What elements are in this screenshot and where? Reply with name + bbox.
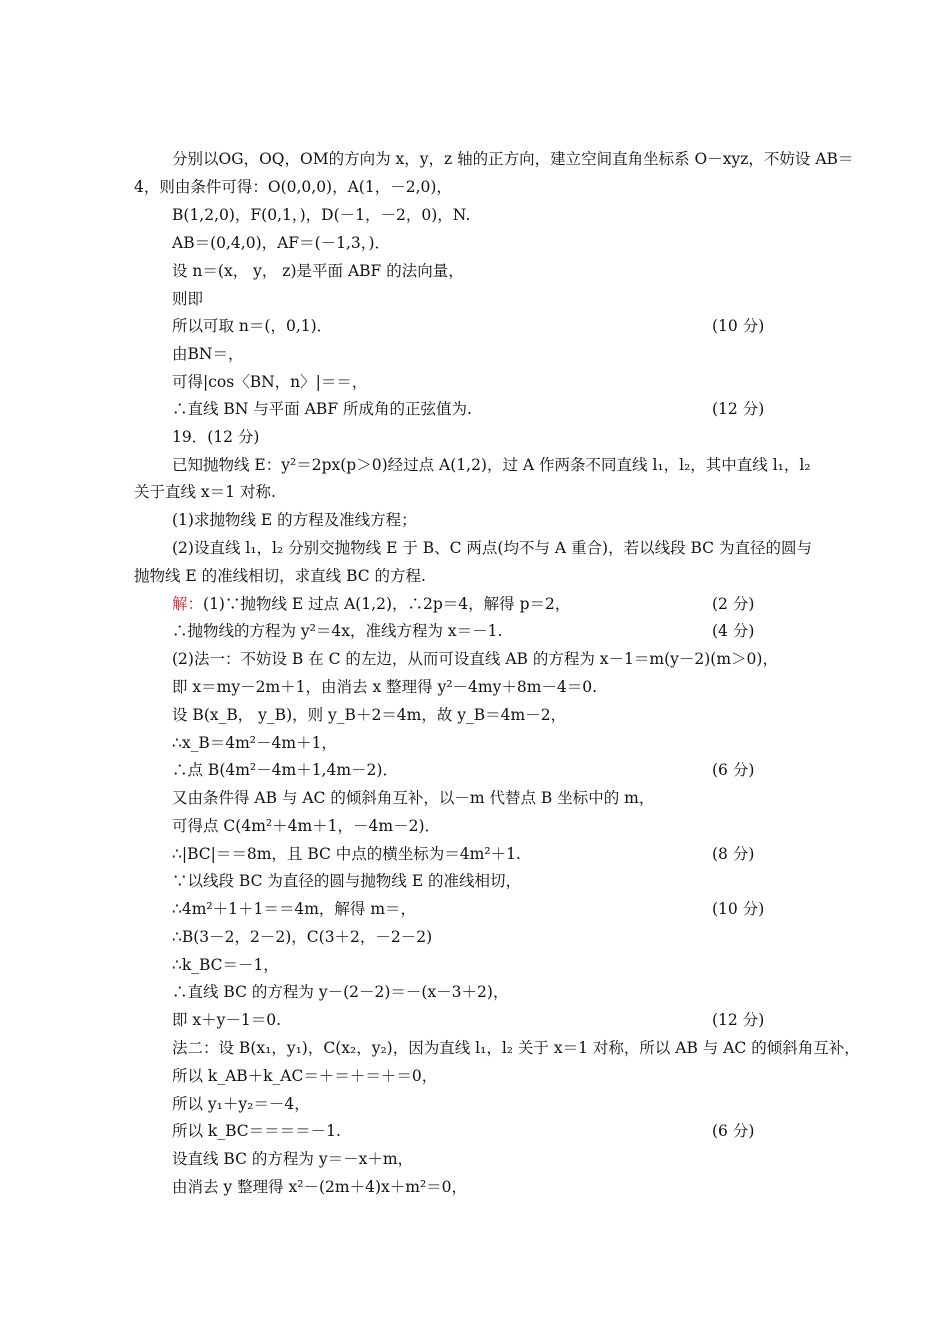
line-text: 19．(12 分) [172,428,260,446]
text-line-36 [172,1119,772,1143]
line-text: 法二：设 B(x₁，y₁)，C(x₂，y₂)，因为直线 l₁，l₂ 关于 x＝1 对称，所以 AB 与 AC 的倾斜角互补， [172,1039,860,1057]
text-line-4 [172,231,772,255]
text-line-23 [172,758,772,782]
line-text: 设 B(x_B， y_B)，则 y_B＋2＝4m，故 y_B＝4m－2， [172,706,567,724]
line-text: 所以 k_BC＝＝＝＝－1. [172,1122,341,1140]
text-line-18 [172,619,772,643]
text-line-10 [172,397,772,421]
line-text: ∴|BC|＝＝8m，且 BC 中点的横坐标为＝4m²＋1. [172,845,521,863]
text-line-5 [172,259,772,283]
score-marker: (4 分) [712,622,755,640]
line-text: 可得点 C(4m²＋4m＋1，－4m－2)． [172,817,440,835]
text-line-2 [134,175,734,199]
text-line-7 [172,314,772,338]
line-text: 设直线 BC 的方程为 y＝－x＋m， [172,1150,414,1168]
line-text: ∴直线 BN 与平面 ABF 所成角的正弦值为. [172,400,472,418]
text-line-27 [172,869,772,893]
solution-label: 解： [172,595,204,613]
line-text: 4，则由条件可得：O(0,0,0)，A(1，－2,0)， [134,178,452,196]
solution-line [172,592,772,616]
line-text: 所以可取 n＝(，0,1)． [172,317,333,335]
line-text: ∴4m²＋1＋1＝＝4m，解得 m＝， [172,900,417,918]
text-line-38 [172,1175,772,1199]
line-text: ∴k_BC＝－1， [172,956,279,974]
line-text: (2)法一：不妨设 B 在 C 的左边，从而可设直线 AB 的方程为 x－1＝m(y－2)(m＞0)， [172,650,778,668]
text-line-12 [172,453,811,477]
text-line-3 [172,203,772,227]
text-line-6 [172,287,772,311]
score-marker: (8 分) [712,845,755,863]
text-line-31 [172,980,772,1004]
score-marker: (12 分) [712,1011,765,1029]
line-text: 所以 k_AB＋k_AC＝＋＝＋＝＋＝0， [172,1067,438,1085]
line-text: 所以 y₁＋y₂＝－4， [172,1095,310,1113]
line-text: (2)设直线 l₁，l₂ 分别交抛物线 E 于 B、C 两点(均不与 A 重合)，若以线段 BC 为直径的圆与 [172,539,812,557]
text-line-8 [172,342,772,366]
score-marker: (2 分) [712,595,755,613]
text-line-28 [172,897,772,921]
line-text: ∴x_B＝4m²－4m＋1， [172,734,337,752]
text-line-13 [134,480,734,504]
score-marker: (10 分) [712,317,765,335]
line-text: ∴点 B(4m²－4m＋1,4m－2)． [172,761,398,779]
line-text: 可得|cos〈BN，n〉|＝＝， [172,373,368,391]
text-line-25 [172,814,772,838]
line-text: B(1,2,0)，F(0,1，)，D(－1，－2，0)，N. [172,206,471,224]
text-line-29 [172,925,772,949]
text-line-9 [172,370,772,394]
line-text: 即 x＋y－1＝0. [172,1011,282,1029]
score-marker: (6 分) [712,1122,755,1140]
line-text: 设 n＝(x， y， z)是平面 ABF 的法向量， [172,262,464,280]
line-text: ∴抛物线的方程为 y²＝4x，准线方程为 x＝－1. [172,622,503,640]
score-marker: (6 分) [712,761,755,779]
line-text: 分别以OG，OQ，OM的方向为 x，y，z 轴的正方向，建立空间直角坐标系 O－xyz，不妨设 AB＝ [172,150,854,168]
text-line-37 [172,1147,772,1171]
line-text: 则即 [172,290,204,308]
line-text: 抛物线 E 的准线相切，求直线 BC 的方程. [134,567,426,585]
line-text: 关于直线 x＝1 对称. [134,483,276,501]
line-text: 即 x＝my－2m＋1，由消去 x 整理得 y²－4my＋8m－4＝0. [172,678,598,696]
text-line-15 [172,536,812,560]
text-line-20 [172,675,772,699]
line-text: ∴B(3－2，2－2)，C(3＋2，－2－2) [172,928,433,946]
text-line-19 [172,647,778,671]
line-text: (1)∵抛物线 E 过点 A(1,2)，∴2p＝4，解得 p＝2， [203,595,571,613]
text-line-16 [134,564,734,588]
text-line-21 [172,703,772,727]
text-line-22 [172,731,772,755]
line-text: AB＝(0,4,0)，AF＝(－1,3，)． [172,234,391,252]
text-line-1 [172,147,854,171]
line-text: ∵以线段 BC 为直径的圆与抛物线 E 的准线相切， [172,872,522,890]
score-marker: (10 分) [712,900,765,918]
text-line-34 [172,1064,772,1088]
text-line-30 [172,953,772,977]
text-line-33 [172,1036,860,1060]
line-text: 又由条件得 AB 与 AC 的倾斜角互补，以－m 代替点 B 坐标中的 m， [172,789,655,807]
text-line-35 [172,1092,772,1116]
text-line-14 [172,508,772,532]
score-marker: (12 分) [712,400,765,418]
text-line-32 [172,1008,772,1032]
question-heading [172,425,772,449]
line-text: 由消去 y 整理得 x²－(2m＋4)x＋m²＝0， [172,1178,468,1196]
text-line-26 [172,842,772,866]
line-text: 已知抛物线 E：y²＝2px(p＞0)经过点 A(1,2)，过 A 作两条不同直线 l₁，l₂，其中直线 l₁，l₂ [172,456,811,474]
line-text: ∴直线 BC 的方程为 y－(2－2)＝－(x－3＋2)， [172,983,509,1001]
line-text: (1)求抛物线 E 的方程及准线方程； [172,511,417,529]
line-text: 由BN＝， [172,345,244,363]
text-line-24 [172,786,772,810]
